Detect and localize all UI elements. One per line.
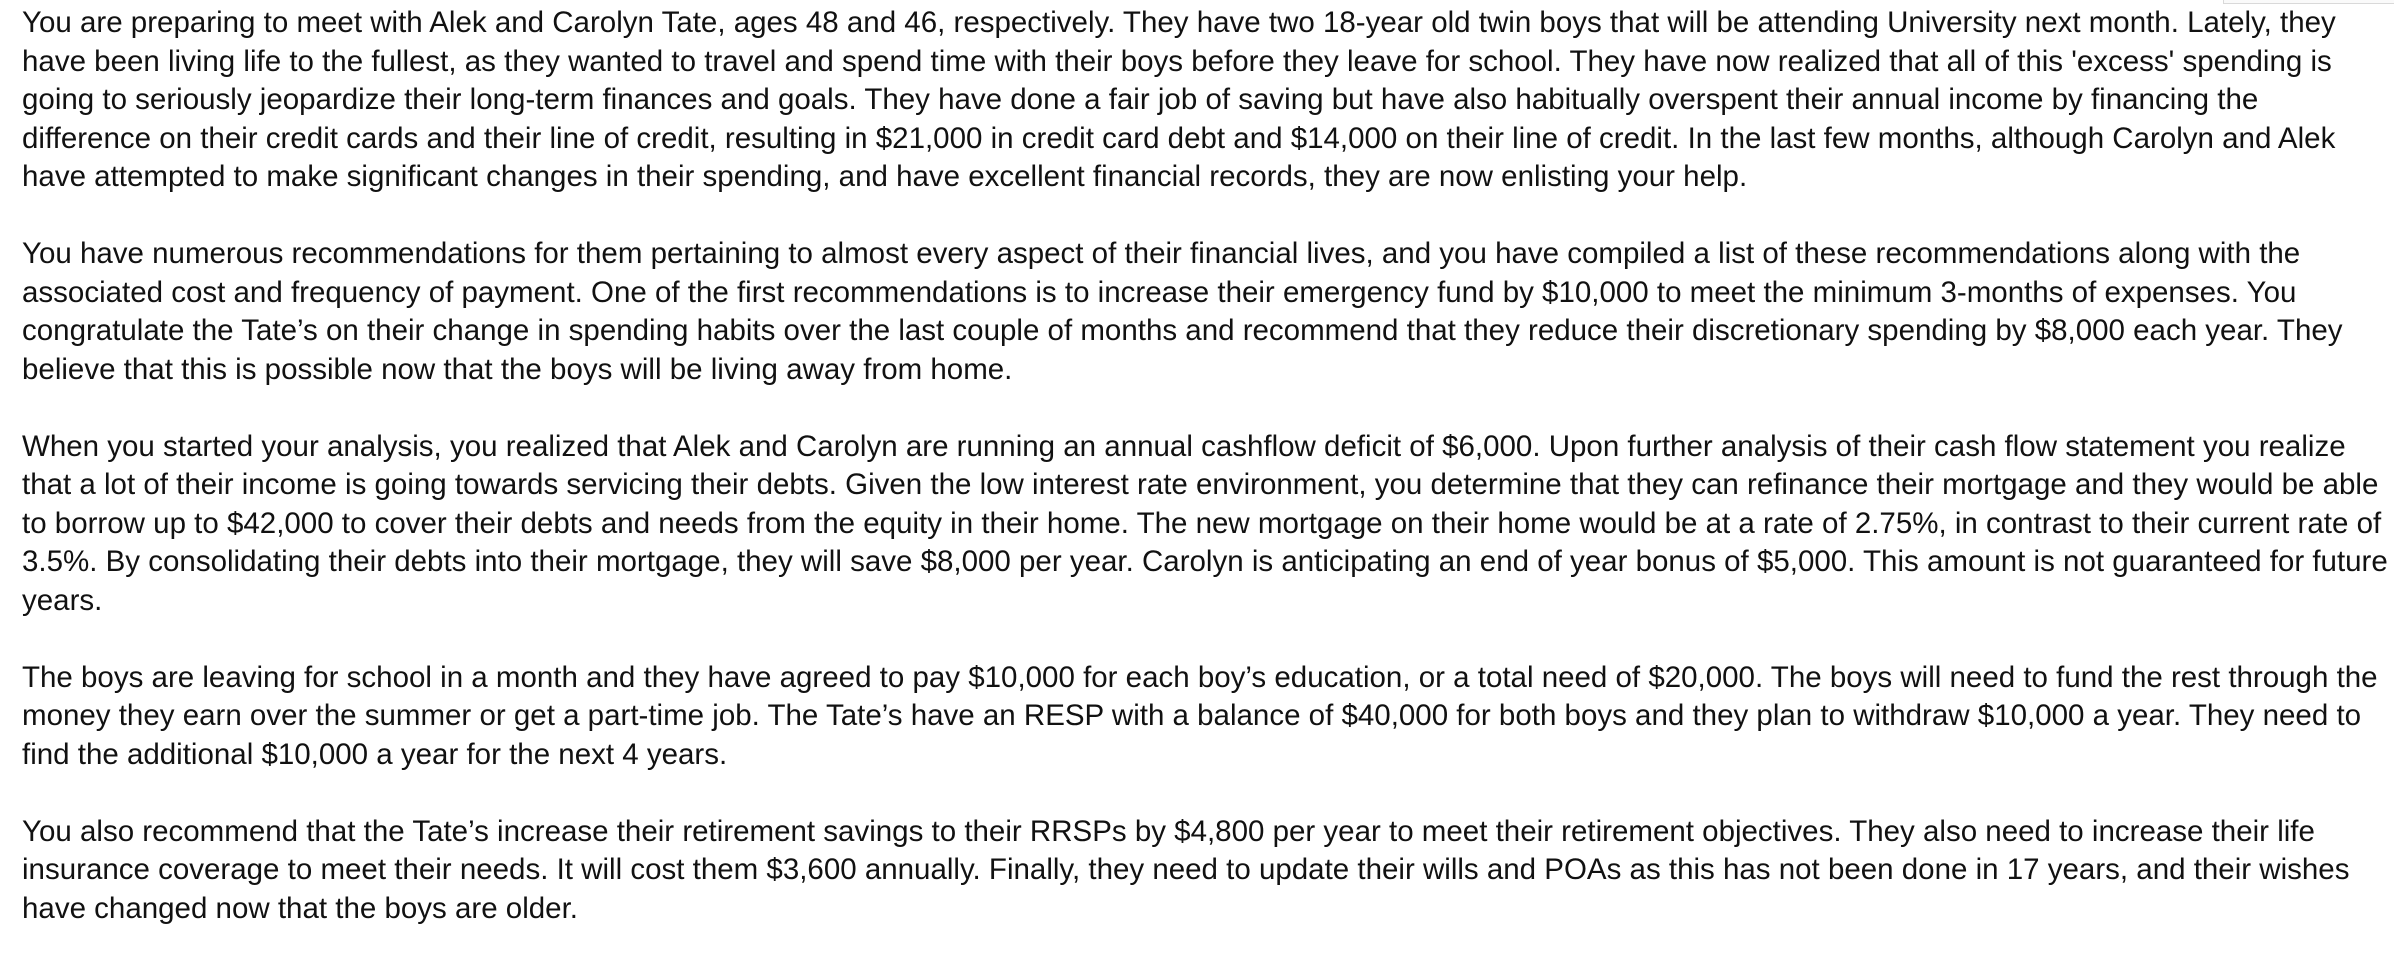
paragraph-education-funding: The boys are leaving for school in a month and they have agreed to pay $10,000 for each boy’s education, or a total need of $20,000. The boys will need to fund the rest through the money they earn over the summer or get a part-time job. The Tate’s have an RESP with a balance of $40,000 for both boys and they plan to withdraw $10,000 a year. They need to find the additional $10,000 a year for the next 4 years. xyxy=(22,660,2378,771)
paragraph-introduction: You are preparing to meet with Alek and Carolyn Tate, ages 48 and 46, respectively. They have two 18-year old twin boys that will be attending University next month. Lately, they have been living life to the fullest, as they wanted to travel and spend time with their boys before they leave for school. They have now realized that all of this 'excess' spending is going to seriously jeopardize their long-term finances and goals. They have done a fair job of saving but have also habitually overspent their annual income by financing the difference on their credit cards and their line of credit, resulting in $21,000 in credit card debt and $14,000 on their line of credit. In the last few months, although Carolyn and Alek have attempted to make significant changes in their spending, and have excellent financial records, they are now enlisting your help. xyxy=(22,6,2336,193)
paragraph-cashflow-analysis: When you started your analysis, you realized that Alek and Carolyn are running an annual cashflow deficit of $6,000. Upon further analysis of their cash flow statement you realize that a lot of their income is going towards servicing their debts. Given the low interest rate environment, you determine that they can refinance their mortgage and they would be able to borrow up to $42,000 to cover their debts and needs from the equity in their home. The new mortgage on their home would be at a rate of 2.75%, in contrast to their current rate of 3.5%. By consolidating their debts into their mortgage, they will save $8,000 per year. Carolyn is anticipating an end of year bonus of $5,000. This amount is not guaranteed for future years. xyxy=(22,429,2388,617)
paragraph-retirement-insurance: You also recommend that the Tate’s increase their retirement savings to their RRSPs by $4,800 per year to meet their retirement objectives. They also need to increase their life insurance coverage to meet their needs. It will cost them $3,600 annually. Finally, they need to update their wills and POAs as this has not been done in 17 years, and their wishes have changed now that the boys are older. xyxy=(22,814,2350,925)
paragraph-recommendations: You have numerous recommendations for them pertaining to almost every aspect of their financial lives, and you have compiled a list of these recommendations along with the associated cost and frequency of payment. One of the first recommendations is to increase their emergency fund by $10,000 to meet the minimum 3-months of expenses. You congratulate the Tate’s on their change in spending habits over the last couple of months and recommend that they reduce their discretionary spending by $8,000 each year. They believe that this is possible now that the boys will be living away from home. xyxy=(22,237,2343,386)
case-study-text xyxy=(22,4,2392,928)
